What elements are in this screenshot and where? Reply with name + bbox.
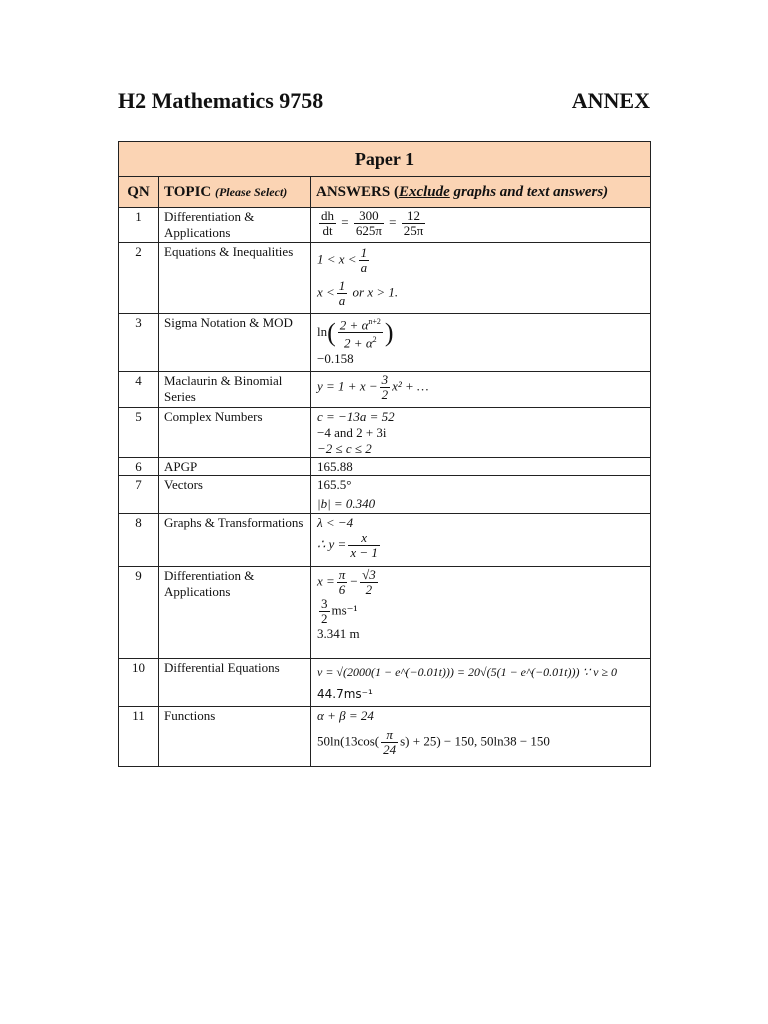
table-row xyxy=(119,514,651,567)
col-answers-paren: ( xyxy=(393,183,399,200)
col-answers-note: graphs and text answers) xyxy=(449,183,609,200)
qn-cell: 6 xyxy=(119,458,159,476)
answer-fraction: $\frac{dh}{dt}$ xyxy=(321,208,334,238)
answer-cell: 165.5° |b| = 0.340 xyxy=(311,476,651,514)
table-row xyxy=(119,243,651,314)
qn-cell: 8 xyxy=(119,514,159,567)
answer-cell: ln( $\frac{2 + \alpha^{n+2}}{2 + \alpha^2}$ ) −0.158 xyxy=(311,314,651,372)
answers-table xyxy=(118,141,651,767)
qn-cell: 1 xyxy=(119,208,159,243)
qn-cell: 11 xyxy=(119,707,159,767)
col-qn-header: QN xyxy=(119,177,159,208)
answer-cell: y = 1 + x − $\frac{3}{2}$ x² + … xyxy=(311,372,651,408)
topic-cell[interactable]: Complex Numbers xyxy=(159,408,311,458)
annex-label: ANNEX xyxy=(571,88,650,113)
col-answers-label: ANSWERS xyxy=(316,183,391,200)
topic-cell[interactable]: Vectors xyxy=(159,476,311,514)
answer-fraction: $\frac{12}{25\pi}$ xyxy=(403,208,424,238)
table-row xyxy=(119,408,651,458)
answer-cell: x = $\frac{\pi}{6}$ − $\frac{√3}{2}$ $\frac{3}{2}$ ms⁻¹ 3.341 m xyxy=(311,567,651,659)
topic-cell[interactable]: Graphs & Transformations xyxy=(159,514,311,567)
qn-cell: 2 xyxy=(119,243,159,314)
qn-cell: 9 xyxy=(119,567,159,659)
topic-cell[interactable]: Differentiation & Applications xyxy=(159,208,311,243)
col-topic-label: TOPIC xyxy=(164,183,212,200)
answer-fraction: $\frac{300}{625\pi}$ xyxy=(355,208,382,238)
answer-cell: $\frac{dh}{dt}$ = $\frac{300}{625\pi}$ = $\frac{12}{25\pi}$ xyxy=(311,208,651,243)
page-header xyxy=(118,88,650,118)
qn-cell: 3 xyxy=(119,314,159,372)
col-answers-header xyxy=(311,177,651,208)
table-row xyxy=(119,659,651,707)
qn-cell: 7 xyxy=(119,476,159,514)
topic-cell[interactable]: APGP xyxy=(159,458,311,476)
topic-cell[interactable]: Differential Equations xyxy=(159,659,311,707)
answer-cell: 1 < x < $\frac{1}{a}$ x < $\frac{1}{a}$ or x > 1. xyxy=(311,243,651,314)
document-title: H2 Mathematics 9758 xyxy=(118,88,324,113)
topic-cell[interactable]: Functions xyxy=(159,707,311,767)
topic-cell[interactable]: Equations & Inequalities xyxy=(159,243,311,314)
col-topic-header xyxy=(159,177,311,208)
topic-cell[interactable]: Sigma Notation & MOD xyxy=(159,314,311,372)
table-row xyxy=(119,458,651,476)
answer-cell: c = −13a = 52 −4 and 2 + 3i −2 ≤ c ≤ 2 xyxy=(311,408,651,458)
answer-cell: λ < −4 ∴ y = $\frac{x}{x - 1}$ xyxy=(311,514,651,567)
qn-cell: 5 xyxy=(119,408,159,458)
table-row xyxy=(119,476,651,514)
answer-cell: α + β = 24 50ln(13cos( $\frac{\pi}{24}$ s) + 25) − 150, 50ln38 − 150 xyxy=(311,707,651,767)
col-answers-exclude: Exclude xyxy=(398,183,450,200)
answer-cell: v = √(2000(1 − e^(−0.01t))) = 20√(5(1 − e^(−0.01t))) ∵ v ≥ 0 44.7ms⁻¹ xyxy=(311,659,651,707)
table-row xyxy=(119,372,651,408)
paper-title: Paper 1 xyxy=(119,142,651,177)
qn-cell: 10 xyxy=(119,659,159,707)
answer-cell: 165.88 xyxy=(311,458,651,476)
table-row xyxy=(119,208,651,243)
table-row xyxy=(119,314,651,372)
table-row xyxy=(119,567,651,659)
column-header-row xyxy=(119,177,651,208)
topic-cell[interactable]: Differentiation & Applications xyxy=(159,567,311,659)
col-topic-note[interactable]: (Please Select) xyxy=(214,184,288,199)
table-row xyxy=(119,707,651,767)
topic-cell[interactable]: Maclaurin & Binomial Series xyxy=(159,372,311,408)
qn-cell: 4 xyxy=(119,372,159,408)
